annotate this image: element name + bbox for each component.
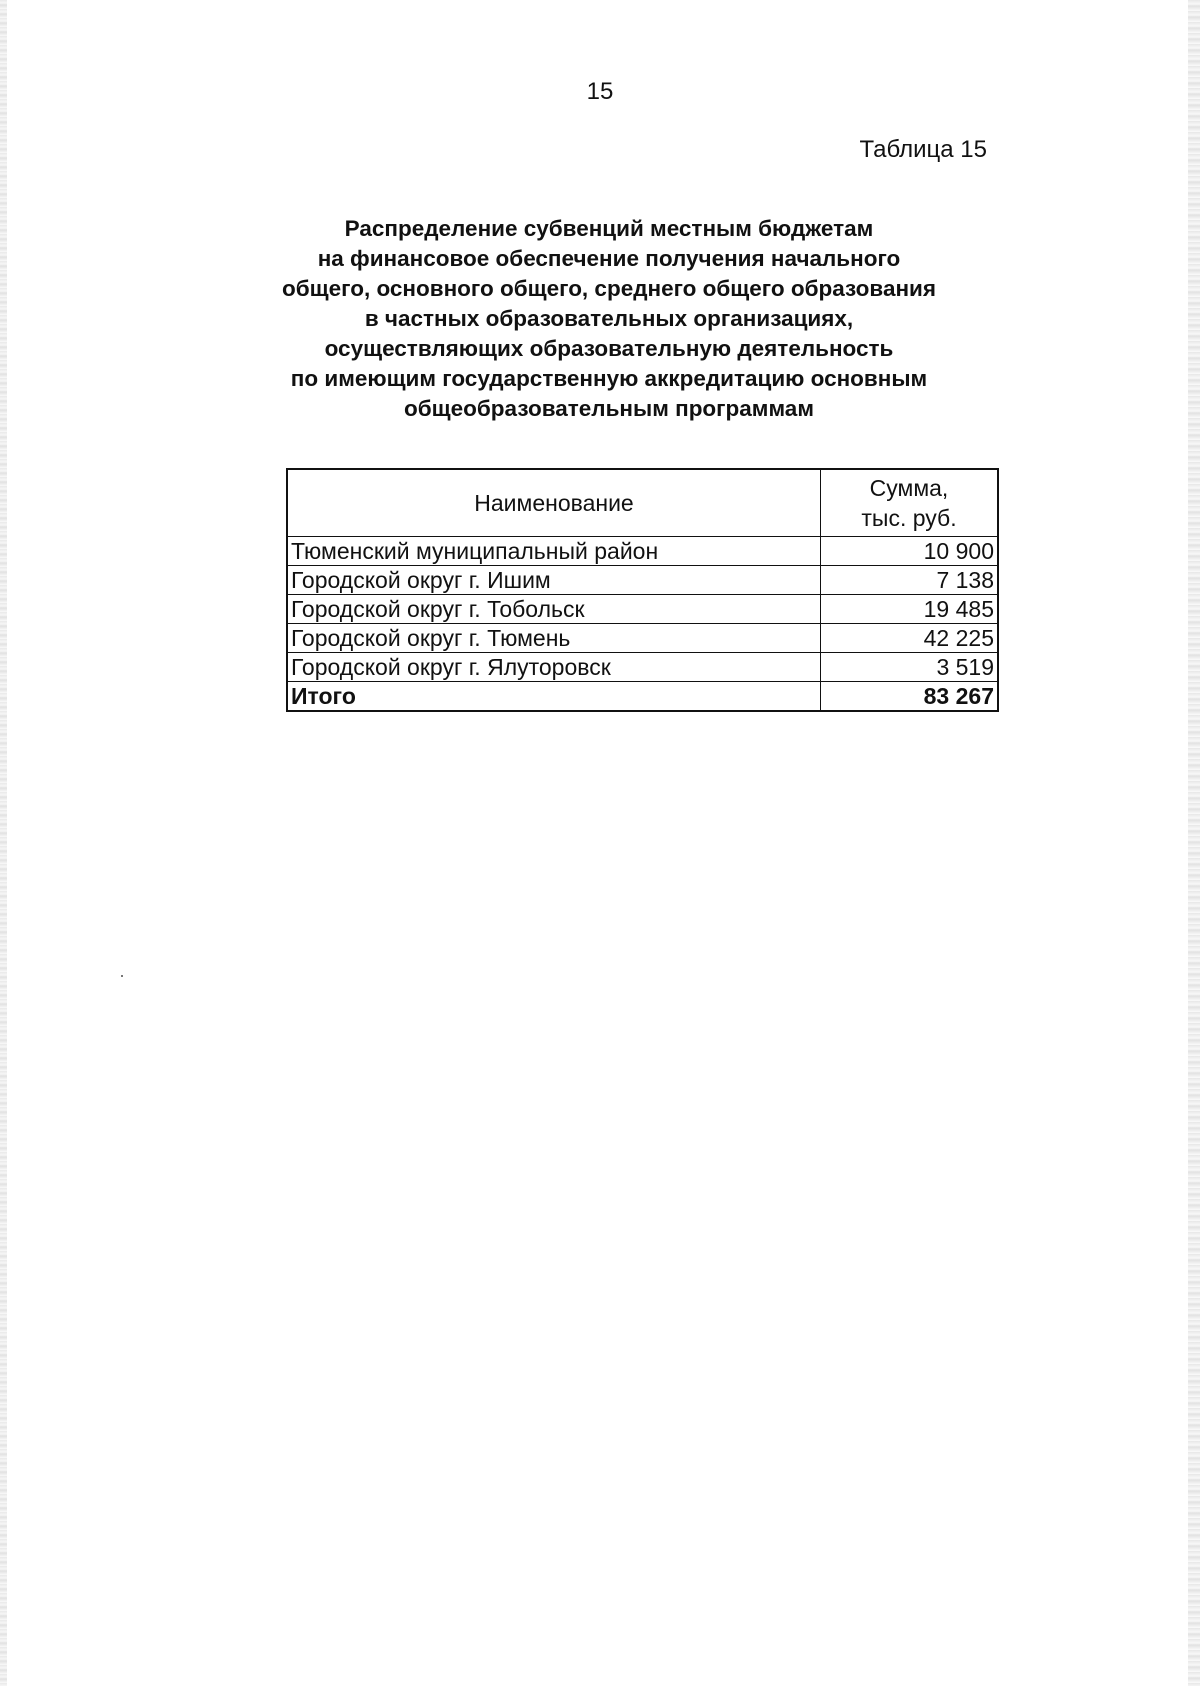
total-sum: 83 267 <box>821 682 999 712</box>
row-name: Городской округ г. Ишим <box>287 566 821 595</box>
title-line: Распределение субвенций местным бюджетам <box>344 216 874 241</box>
table-body <box>287 537 998 712</box>
table-row <box>287 624 998 653</box>
row-sum: 10 900 <box>821 537 999 566</box>
scan-edge-right <box>1188 0 1200 1686</box>
page-number: 15 <box>586 78 614 105</box>
row-sum: 3 519 <box>821 653 999 682</box>
subvention-table <box>286 468 999 712</box>
table-row <box>287 537 998 566</box>
title-line: осуществляющих образовательную деятельность <box>324 336 894 361</box>
scan-dot <box>121 975 123 977</box>
scan-edge-left <box>0 0 7 1686</box>
total-label: Итого <box>287 682 821 712</box>
total-row <box>287 682 998 712</box>
table-label: Таблица 15 <box>859 136 987 163</box>
header-sum <box>821 469 999 537</box>
title-line: общеобразовательным программам <box>404 396 814 421</box>
row-sum: 7 138 <box>821 566 999 595</box>
row-name: Городской округ г. Тюмень <box>287 624 821 653</box>
title-line: общего, основного общего, среднего общего образования <box>281 276 937 301</box>
table-row <box>287 595 998 624</box>
header-sum-line1: Сумма, <box>869 475 949 501</box>
row-sum: 42 225 <box>821 624 999 653</box>
table-row <box>287 566 998 595</box>
table-row <box>287 653 998 682</box>
row-name: Городской округ г. Тобольск <box>287 595 821 624</box>
document-title <box>240 214 978 424</box>
title-line: на финансовое обеспечение получения начального <box>317 246 901 271</box>
row-sum: 19 485 <box>821 595 999 624</box>
row-name: Тюменский муниципальный район <box>287 537 821 566</box>
header-row <box>287 469 998 537</box>
title-line: по имеющим государственную аккредитацию основным <box>290 366 928 391</box>
table-header <box>287 469 998 537</box>
title-line: в частных образовательных организациях, <box>364 306 854 331</box>
header-name: Наименование <box>287 469 821 537</box>
row-name: Городской округ г. Ялуторовск <box>287 653 821 682</box>
header-sum-line2: тыс. руб. <box>861 505 957 531</box>
